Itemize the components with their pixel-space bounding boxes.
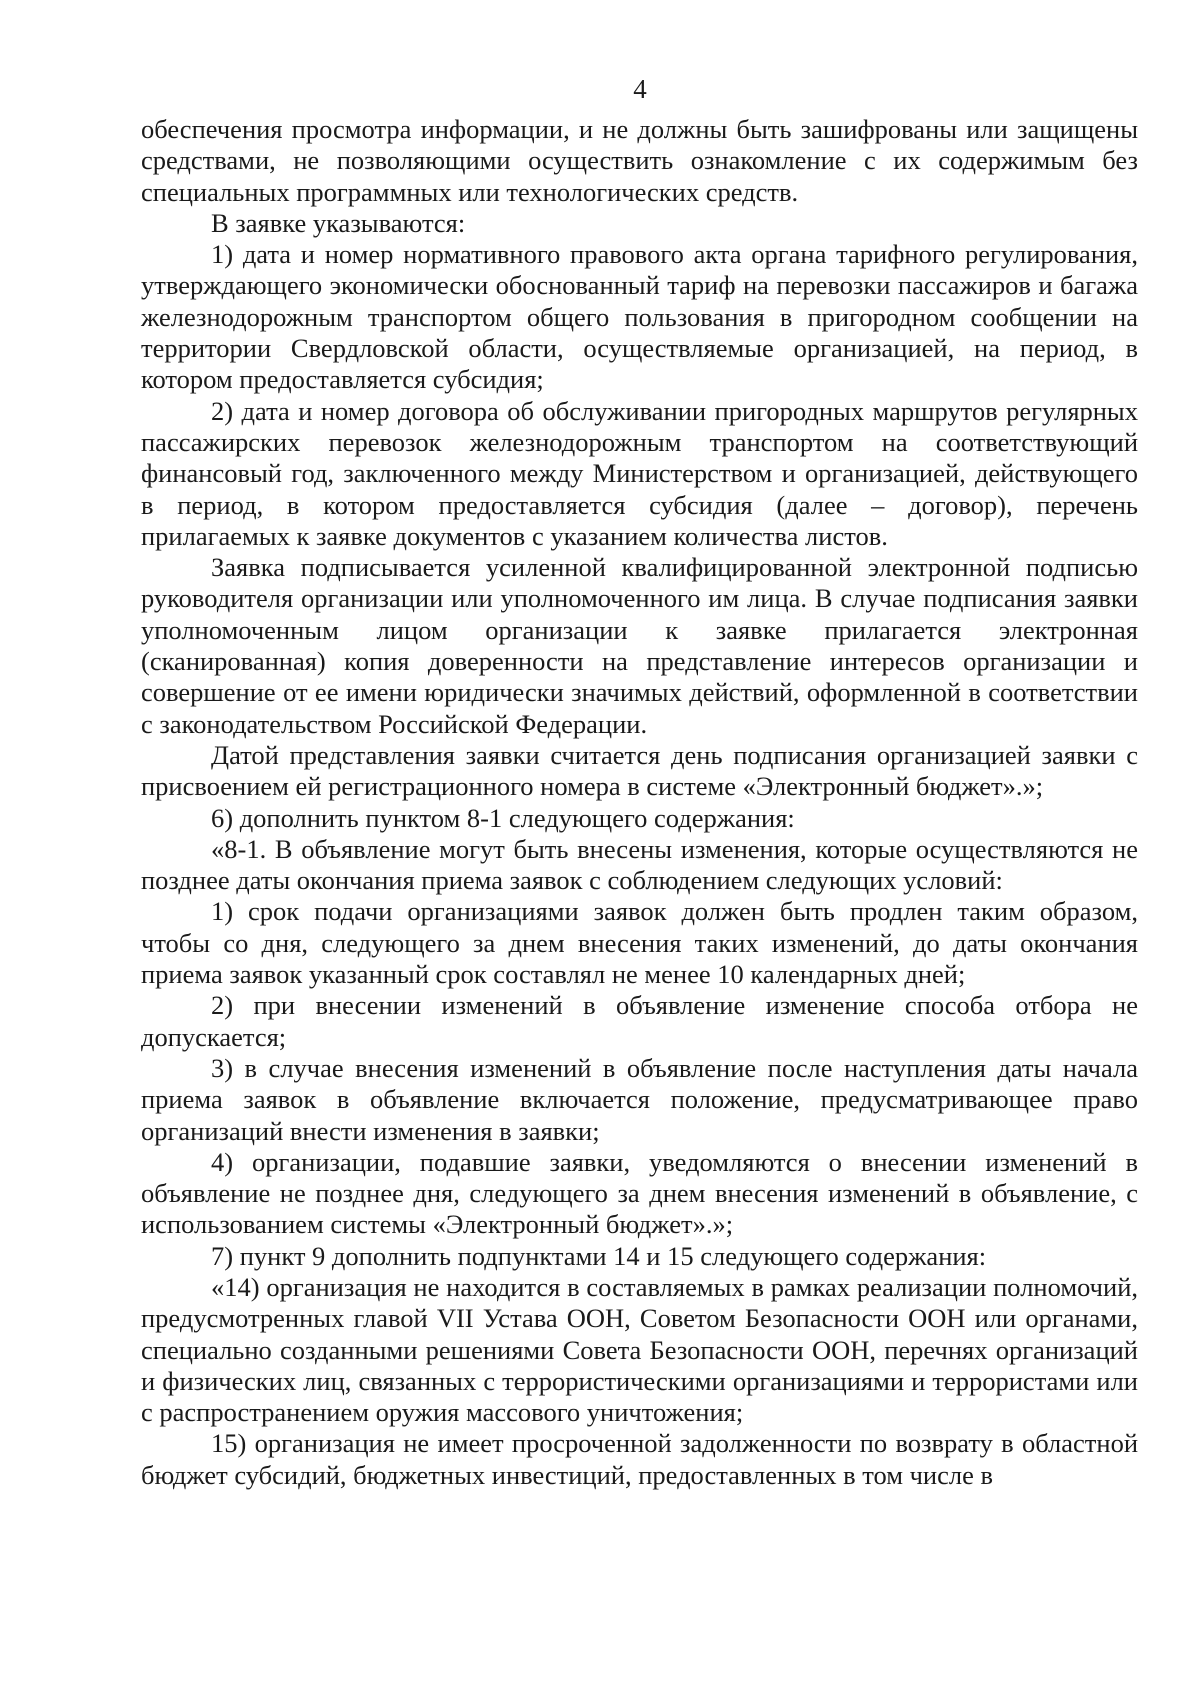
- page-number: 4: [633, 74, 647, 104]
- paragraph: 15) организация не имеет просроченной задолженности по возврату в областной бюджет субсидий, бюджетных инвестиций, предоставленных в том числе в: [141, 1428, 1138, 1490]
- document-body: [141, 114, 1138, 1491]
- paragraph: обеспечения просмотра информации, и не должны быть зашифрованы или защищены средствами, не позволяющими осуществить ознакомление с их содержимым без специальных программных или технологических средств.: [141, 114, 1138, 207]
- paragraph: Заявка подписывается усиленной квалифицированной электронной подписью руководителя организации или уполномоченного им лица. В случае подписания заявки уполномоченным лицом организации к заявке прилагается электронная (сканированная) копия доверенности на представление интересов организации и совершение от ее имени юридически значимых действий, оформленной в соответствии с законодательством Российской Федерации.: [141, 552, 1138, 739]
- paragraph: 3) в случае внесения изменений в объявление после наступления даты начала приема заявок в объявление включается положение, предусматривающее право организаций внести изменения в заявки;: [141, 1052, 1138, 1146]
- paragraph: 1) дата и номер нормативного правового акта органа тарифного регулирования, утверждающего экономически обоснованный тариф на перевозки пассажиров и багажа железнодорожным транспортом общего пользования в пригородном сообщении на территории Свердловской области, осуществляемые организацией, на период, в котором предоставляется субсидия;: [141, 239, 1138, 395]
- paragraph: 4) организации, подавшие заявки, уведомляются о внесении изменений в объявление не позднее дня, следующего за днем внесения изменений в объявление, с использованием системы «Электронный бюджет».»;: [141, 1146, 1138, 1240]
- paragraph: «8-1. В объявление могут быть внесены изменения, которые осуществляются не позднее даты окончания приема заявок с соблюдением следующих условий:: [141, 833, 1138, 896]
- paragraph: 2) дата и номер договора об обслуживании пригородных маршрутов регулярных пассажирских перевозок железнодорожным транспортом на соответствующий финансовый год, заключенного между Министерством и организацией, действующего в период, в котором предоставляется субсидия (далее – договор), перечень прилагаемых к заявке документов с указанием количества листов.: [141, 395, 1138, 551]
- paragraph: 7) пункт 9 дополнить подпунктами 14 и 15 следующего содержания:: [211, 1240, 987, 1271]
- paragraph: 6) дополнить пунктом 8-1 следующего содержания:: [211, 802, 795, 833]
- paragraph: Датой представления заявки считается день подписания организацией заявки с присвоением ей регистрационного номера в системе «Электронный бюджет».»;: [141, 739, 1138, 802]
- paragraph: 1) срок подачи организациями заявок должен быть продлен таким образом, чтобы со дня, следующего за днем внесения таких изменений, до даты окончания приема заявок указанный срок составлял не менее 10 календарных дней;: [141, 896, 1138, 990]
- paragraph: 2) при внесении изменений в объявление изменение способа отбора не допускается;: [141, 990, 1138, 1052]
- paragraph: В заявке указываются:: [211, 207, 466, 238]
- paragraph: «14) организация не находится в составляемых в рамках реализации полномочий, предусмотренных главой VII Устава ООН, Советом Безопасности ООН или органами, специально созданными решениями Совета Безопасности ООН, перечнях организаций и физических лиц, связанных с террористическими организациями и террористами или с распространением оружия массового уничтожения;: [141, 1271, 1138, 1428]
